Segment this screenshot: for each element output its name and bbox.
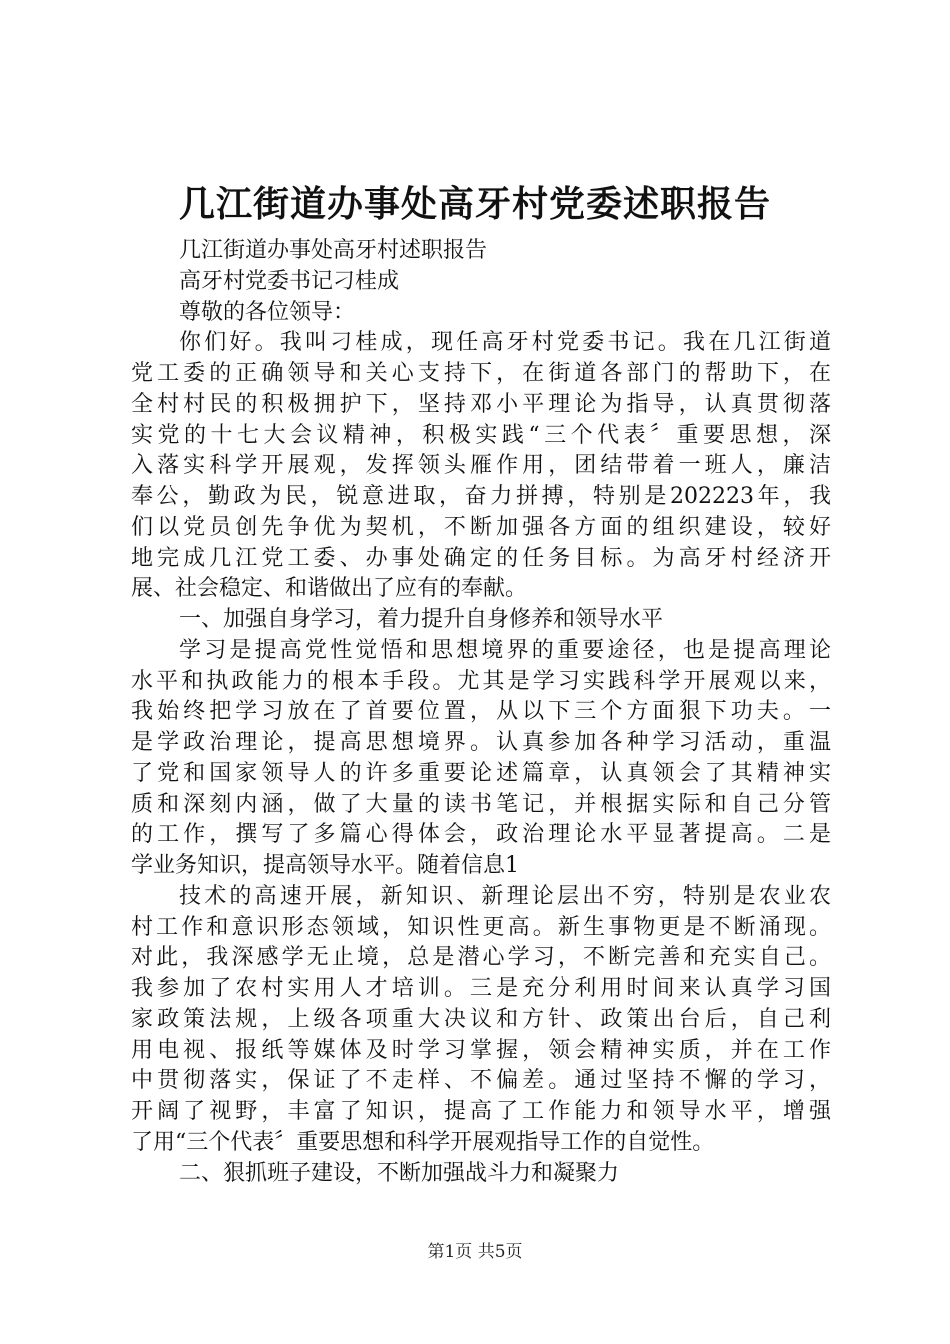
text-line: 的工作，撰写了多篇心得体会，政治理论水平显著提高。二是 — [131, 822, 831, 848]
text-line: 开阔了视野，丰富了知识，提高了工作能力和领导水平，增强 — [131, 1099, 831, 1124]
text-line: 学业务知识，提高领导水平。随着信息1 — [131, 853, 519, 878]
page-number-footer: 第1页 共5页 — [427, 1242, 523, 1262]
text-line: 高牙村党委书记刁桂成 — [179, 268, 400, 294]
text-line: 质和深刻内涵，做了大量的读书笔记，并根据实际和自己分管 — [131, 791, 831, 817]
text-line: 几江街道办事处高牙村述职报告 — [179, 238, 488, 263]
text-line: 二、狠抓班子建设，不断加强战斗力和凝聚力 — [179, 1160, 620, 1186]
text-line: 中贯彻落实，保证了不走样、不偏差。通过坚持不懈的学习， — [131, 1068, 831, 1094]
text-line: 一、加强自身学习，着力提升自身修养和领导水平 — [179, 607, 664, 632]
text-line: 学习是提高党性觉悟和思想境界的重要途径，也是提高理论 — [179, 637, 831, 663]
text-line: 党工委的正确领导和关心支持下，在街道各部门的帮助下，在 — [131, 361, 831, 386]
text-line: 水平和执政能力的根本手段。尤其是学习实践科学开展观以来， — [131, 668, 831, 694]
text-line: 地完成几江党工委、办事处确定的任务目标。为高牙村经济开 — [131, 545, 831, 571]
paragraph-p4 — [131, 328, 831, 605]
text-line: 用电视、报纸等媒体及时学习掌握，领会精神实质，并在工作 — [131, 1037, 831, 1063]
document-body — [131, 236, 831, 1189]
paragraph-p3 — [131, 298, 831, 329]
paragraph-p5 — [131, 605, 831, 636]
paragraph-p1 — [131, 236, 831, 267]
text-line: 实党的十七大会议精神，积极实践“三个代表〞重要思想，深 — [131, 422, 831, 448]
paragraph-p6 — [131, 636, 831, 882]
text-line: 了用“三个代表〞重要思想和科学开展观指导工作的自觉性。 — [131, 1129, 715, 1155]
text-line: 我参加了农村实用人才培训。三是充分利用时间来认真学习国 — [131, 976, 831, 1001]
text-line: 村工作和意识形态领域，知识性更高。新生事物更是不断涌现。 — [131, 914, 831, 940]
text-line: 家政策法规，上级各项重大决议和方针、政策出台后，自己利 — [131, 1006, 831, 1032]
text-line: 展、社会稳定、和谐做出了应有的奉献。 — [131, 576, 528, 602]
paragraph-p8 — [131, 1159, 831, 1190]
text-line: 们以党员创先争优为契机，不断加强各方面的组织建设，较好 — [131, 514, 831, 540]
paragraph-p7 — [131, 882, 831, 1159]
paragraph-p2 — [131, 267, 831, 298]
text-line: 是学政治理论，提高思想境界。认真参加各种学习活动，重温 — [131, 730, 831, 755]
text-line: 对此，我深感学无止境，总是潜心学习，不断完善和充实自己。 — [131, 945, 831, 971]
text-line: 了党和国家领导人的许多重要论述篇章，认真领会了其精神实 — [131, 760, 831, 786]
text-line: 入落实科学开展观，发挥领头雁作用，团结带着一班人，廉洁 — [131, 453, 831, 479]
text-line: 尊敬的各位领导： — [179, 299, 356, 325]
text-line: 奉公，勤政为民，锐意进取，奋力拼搏，特别是202223年，我 — [131, 484, 831, 509]
document-title: 几江街道办事处高牙村党委述职报告 — [178, 183, 771, 225]
text-line: 我始终把学习放在了首要位置，从以下三个方面狠下功夫。一 — [131, 699, 831, 725]
text-line: 全村村民的积极拥护下，坚持邓小平理论为指导，认真贯彻落 — [131, 391, 831, 417]
text-line: 你们好。我叫刁桂成，现任高牙村党委书记。我在几江街道 — [179, 330, 831, 356]
text-line: 技术的高速开展，新知识、新理论层出不穷，特别是农业农 — [179, 883, 831, 909]
